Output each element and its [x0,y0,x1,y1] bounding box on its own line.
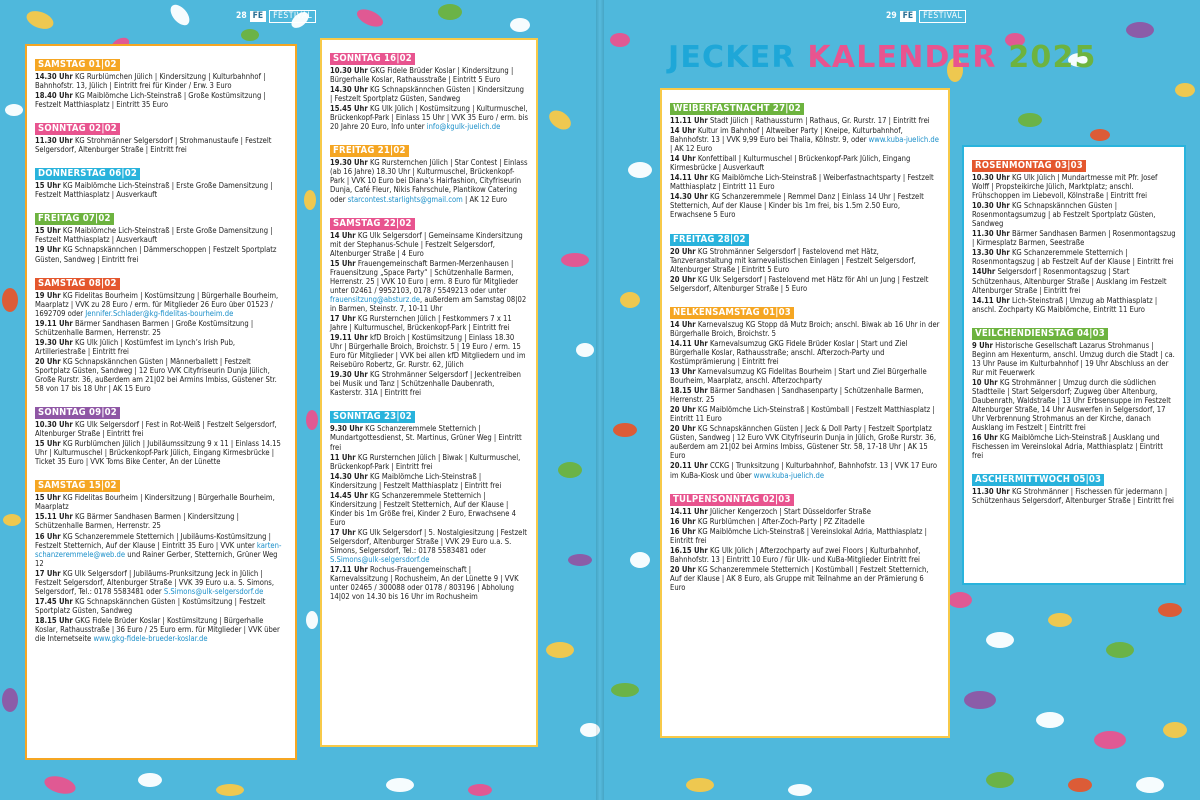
date-badge: FREITAG 28|02 [670,234,749,246]
page-gutter [596,0,604,800]
event-entry [972,173,1176,200]
date-section [972,153,1176,314]
event-text: KG Schanzeremmele Stetternich | Rosenmontagszug | ab Festzelt Auf der Klause | Eintritt frei [972,248,1174,267]
event-entry [670,517,940,526]
event-entry [330,370,528,397]
calendar-column-3 [660,88,950,738]
event-text: kfD Broich | Kostümsitzung | Einlass 18.30 Uhr | Bürgerhalle Broich, Broichstr. 5 | 19 Euro / erm. 15 Euro für Mitglieder | VVK bei allen kfD Mitgliedern und im Reisebüro Robertz, Gr. Rurstr. 62, Jülich [330,333,526,370]
event-entry [35,493,287,511]
event-text: KG Rurblümchen Jülich | Jubiläumssitzung 9 x 11 | Einlass 14.15 Uhr | Kulturmuschel | Brückenkopf-Park Jülich, Eingang Kirmesbrücke | Ticket 35 Euro | VVK Toms Bike Center, An der Lünette [35,439,281,467]
event-text: Historische Gesellschaft Lazarus Strohmanus | Beginn am Hexenturm, anschl. Umzug durch die Stadt | ca. 13 Uhr Pause im Kulturbahnhof | 19 Uhr Abschluss an der Rur mit Feuerwerk [972,340,1175,377]
date-badge: VEILCHENDIENSTAG 04|03 [972,328,1108,340]
date-badge: SAMSTAG 01|02 [35,59,120,71]
event-time: 17 Uhr [35,568,61,578]
event-time: 14.30 Uhr [330,85,368,95]
event-time: 19 Uhr [35,290,61,300]
event-text: Kultur im Bahnhof | Altweiber Party | Kneipe, Kulturbahnhof, Bahnhofstr. 13 | VVK 9,99 Euro bei Thalia, Kölnstr. 9, oder [670,126,903,145]
date-badge: SONNTAG 09|02 [35,407,120,419]
date-section [35,271,287,394]
date-section [330,46,528,131]
event-entry [972,201,1176,228]
event-text: KG Fidelitas Bourheim | Kostümsitzung | Bürgerhalle Bourheim, Maarplatz | VVK zu 28 Euro / erm. für Mitglieder 26 Euro über 01523 / 1692709 oder [35,290,279,318]
date-section [972,321,1176,461]
event-entry [670,126,940,153]
date-badge: FREITAG 07|02 [35,213,114,225]
event-text: KG Ulk Jülich | Kostümsitzung | Kulturmuschel, Brückenkopf-Park | Einlass 15 Uhr | VVK 35 Euro / erm. bis 20 Jahre 20 Euro, Info unter [330,104,529,132]
event-time: 19.30 Uhr [330,158,368,168]
event-text: KG Schanzeremmele Stetternich | Kindersitzung | Festzelt Stetternich, Auf der Klause | Kinder bis 1m Größe frei, Kinder 2 Euro, Erwachsene 4 Euro [330,490,516,527]
event-time: 14 Uhr [330,230,356,240]
event-entry [35,357,287,393]
section-tag: FESTIVAL [269,10,316,23]
section-tag: FESTIVAL [919,10,966,23]
event-text: KG Schnapskännchen Güsten | Jeck & Doll Party | Festzelt Sportplatz Güsten, Sandweg | 12 Euro VVK Cityfriseurin Dunja in Jülich, Große Rurstr. 36, außerdem am 21|02 bei Armins Imbiss, Güstener Str. 58, 17-18 Uhr | AK 15 Euro [670,424,937,461]
event-time: 11.11 Uhr [670,116,708,125]
event-text-after: | AK 12 Euro [462,194,508,204]
event-text: KG Maiblömche Lich-Steinstraß | Ausklang und Fischessen im Vereinslokal Adria, Matthiasplatz | Eintritt frei [972,433,1163,461]
date-section [35,400,287,466]
event-text: KG Ulk Jülich | Kostümfest im Lynch’s Irish Pub, Artilleriestraße | Eintritt frei [35,337,236,356]
event-text: KG Schnapskännchen Güsten | Kindersitzung | Festzelt Sportplatz Güsten, Sandweg [330,85,525,104]
title-word-1: JECKER [668,40,796,75]
date-badge: ROSENMONTAG 03|03 [972,160,1086,172]
event-time: 18.40 Uhr [35,91,73,101]
event-text: KG Schanzeremmele | Remmel Danz | Einlass 14 Uhr | Festzelt Stetternich, Auf der Klause | Kinder bis 1m frei, bis 1.5m 2.50 Euro, Erwachsene 5 Euro [670,192,924,220]
event-text: KG Rurblümchen Jülich | Kindersitzung | Kulturbahnhof | Bahnhofstr. 13, Jülich | Eintritt frei für Kinder / Erw. 3 Euro [35,72,266,91]
event-time: 10.30 Uhr [330,66,368,75]
event-time: 20.11 Uhr [670,461,708,471]
event-time: 17.11 Uhr [330,565,368,575]
event-text: KG Ulk Jülich | Mundartmesse mit Pfr. Josef Wolff | Propsteikirche Jülich, Marktplatz; anschl. Frühschoppen im Liebevoll, Kölnstraße | Eintritt frei [972,173,1158,201]
event-entry [330,472,528,490]
event-entry [330,259,528,313]
event-entry [670,386,940,404]
event-link[interactable]: Jennifer.Schlader@kg-fidelitas-bourheim.de [85,308,234,318]
date-section [670,227,940,293]
event-entry [330,158,528,203]
event-time: 11.30 Uhr [35,136,73,146]
event-text: KG Maiblömche Lich-Steinstraß | Kindersitzung | Festzelt Matthiasplatz | Eintritt frei [330,471,502,490]
event-time: 16 Uhr [670,516,696,526]
date-section [330,211,528,398]
event-entry [330,453,528,471]
event-time: 15 Uhr [330,258,356,268]
event-text: Karnevalszug KG Stopp dä Mutz Broich; anschl. Biwak ab 16 Uhr in der Bürgerhalle Broich, Broichstr. 5 [670,319,940,338]
event-text: KG Strohmänner Selgersdorf | Fastelovend met Hätz, Tanzveranstaltung mit karnevalistischen Einlagen | Festzelt Selgersdorf, Altenburger Straße | Eintritt 5 Euro [670,246,916,274]
event-entry [670,154,940,172]
event-text: KG Rursternchen Jülich | Festkommers 7 x 11 Jahre | Kulturmuschel, Brückenkopf-Park | Eintritt frei [330,313,512,333]
event-entry [972,341,1176,377]
event-text: KG Maiblömche Lich-Steinstraß | Große Kostümsitzung | Festzelt Matthiasplatz | Eintritt 35 Euro [35,91,266,110]
event-entry [670,247,940,274]
event-entry [670,405,940,423]
event-text: KG Ulk Selgersdorf | 5. Nostalgiesitzung | Festzelt Selgersdorf, Altenburger Straße | VVK 29 Euro u.a. S. Simons, Selgersdorf, Tel.: 0178 5583481 oder [330,527,527,556]
event-entry [670,507,940,516]
event-time: 16 Uhr [670,526,696,536]
date-section [330,138,528,203]
date-badge: FREITAG 21|02 [330,145,409,157]
event-entry [972,433,1176,460]
date-badge: WEIBERFASTNACHT 27|02 [670,103,804,115]
date-badge: TULPENSONNTAG 02|03 [670,494,794,506]
event-entry [670,527,940,545]
event-time: 18.15 Uhr [35,615,73,625]
date-section [330,404,528,601]
page-header-right [886,10,966,23]
event-entry [670,116,940,125]
event-time: 15 Uhr [35,493,61,503]
event-text: KG Maiblömche Lich-Steinstraß | Vereinslokal Adria, Matthiasplatz | Eintritt frei [670,526,927,545]
event-time: 11 Uhr [330,452,356,462]
event-entry [35,420,287,438]
event-time: 15 Uhr [35,226,61,236]
event-text: CCKG | Trunksitzung | Kulturbahnhof, Bahnhofstr. 13 | VVK 17 Euro im KuBa-Kiosk und über [670,461,938,480]
event-time: 19.11 Uhr [35,318,73,328]
page-number: 28 [236,11,247,21]
date-section [670,300,940,480]
event-time: 14Uhr [972,267,996,277]
event-text: KG Schnapskännchen | Dämmerschoppen | Festzelt Sportplatz Güsten, Sandweg | Eintritt frei [35,245,277,264]
event-time: 15.45 Uhr [330,104,368,114]
event-time: 16 Uhr [972,433,998,443]
event-entry [670,424,940,460]
event-time: 14.30 Uhr [330,471,368,481]
event-entry [330,565,528,601]
event-entry [35,291,287,318]
date-badge: DONNERSTAG 06|02 [35,168,140,180]
event-entry [972,296,1176,314]
event-link[interactable]: www.gkg-fidele-brueder-koslar.de [93,634,208,644]
event-text: Bärmer Sandhasen Barmen | Rosenmontagszug | Kirmesplatz Barmen, Seestraße [972,229,1176,248]
event-text-after: und Rainer Gerber, Stetternich, Grüner Weg 12 [35,549,278,568]
event-text: KG Maiblömche Lich-Steinstraß | Kostümball | Festzelt Matthiasplatz | Eintritt 11 Euro [670,405,935,424]
event-entry [35,512,287,530]
date-badge: NELKENSAMSTAG 01|03 [670,307,794,319]
calendar-column-2 [320,38,538,747]
event-link[interactable]: frauensitzung@absturz.de [330,294,421,304]
event-text: Karnevalsumzug KG Fidelitas Bourheim | Start und Ziel Bürgerhalle Bourheim, Maarplatz, anschl. Afterzochparty [670,366,927,386]
event-time: 14.11 Uhr [670,173,708,183]
calendar-column-1 [25,44,297,760]
event-link[interactable]: karten-schanzeremmele@web.de [35,540,282,559]
date-badge: ASCHERMITTWOCH 05|03 [972,474,1104,486]
event-time: 14.30 Uhr [670,192,708,202]
event-time: 19.30 Uhr [330,370,368,380]
event-text: KG Schanzeremmele Stetternich | Kostümball | Festzelt Stetternich, Auf der Klause | AK 8 Euro, als Gruppe mit Teilnahme an der Prämierung 6 Euro [670,564,929,592]
event-text: Jülicher Kengerzoch | Start Düsseldorfer Straße [707,506,871,516]
event-time: 9 Uhr [972,340,993,350]
date-section [670,487,940,592]
date-section [35,52,287,109]
event-link[interactable]: S.Simons@ulk-selgersdorf.de [330,555,430,565]
event-time: 9.30 Uhr [330,424,364,434]
event-time: 10.30 Uhr [972,173,1010,182]
event-entry [35,181,287,199]
event-time: 16.15 Uhr [670,545,708,555]
event-entry [972,248,1176,266]
event-text-after: | AK 12 Euro [670,144,713,154]
event-text: KG Strohmänner Selgersdorf | Jeckentreiben bei Musik und Tanz | Schützenhalle Daubenrath, Kasterstr. 31A | Eintritt frei [330,370,521,398]
event-entry [670,367,940,385]
event-time: 15 Uhr [35,181,61,191]
event-time: 19.30 Uhr [35,337,73,347]
event-time: 15 Uhr [35,439,61,449]
event-text: KG Schnapskännchen Güsten | Kostümsitzung | Festzelt Sportplatz Güsten, Sandweg [35,596,266,615]
event-entry [35,226,287,244]
event-time: 18.15 Uhr [670,386,708,396]
event-entry [35,72,287,90]
event-entry [35,338,287,356]
page-header-left [236,10,316,23]
event-entry [35,136,287,154]
date-badge: SONNTAG 16|02 [330,53,415,65]
event-entry [35,597,287,615]
magazine-tag: FE [900,11,916,22]
event-entry [972,229,1176,247]
event-time: 10.30 Uhr [972,201,1010,211]
event-text: KG Schanzeremmele Stetternich | Jubiläums-Kostümsitzung | Festzelt Stetternich, Auf der Klause | Eintritt 35 Euro | VVK unter [35,531,271,550]
event-time: 13.30 Uhr [972,248,1010,258]
event-text: Selgersdorf | Rosenmontagszug | Start Schützenhaus, Altenburger Straße | Ausklang im Festzelt Altenburger Straße | Eintritt frei [972,267,1167,295]
event-time: 20 Uhr [670,424,696,434]
event-time: 20 Uhr [670,246,696,256]
date-section [670,96,940,220]
event-entry [972,378,1176,432]
event-entry [670,461,940,479]
event-text: Konfettiball | Kulturmuschel | Brückenkopf-Park Jülich, Eingang Kirmesbrücke | Ausverkauft [670,154,911,173]
event-entry [330,104,528,131]
event-text: KG Schnapskännchen Güsten | Männerballett | Festzelt Sportplatz Güsten, Sandweg | 12 Euro VVK Cityfriseurin Dunja Jülich, Große Rurstr. 36, außerdem am 21|02 bei Armins Imbiss, Güstener Str. 58 von 17 bis 18 Uhr | AK 15 Euro [35,356,277,394]
event-text: KG Rursternchen Jülich | Star Contest | Einlass (ab 16 Jahre) 18.30 Uhr | Kulturmuschel, Brückenkopf-Park | VVK 10 Euro bei Diana’s Hairfashion, Cityfriseurin Dunja, Café Fleur, Nikis Fahrschule, Plantikow Catering oder [330,158,528,204]
event-entry [670,275,940,293]
date-badge: SAMSTAG 08|02 [35,278,120,290]
event-entry [330,491,528,527]
event-text: KG Rursternchen Jülich | Biwak | Kulturmuschel, Brückenkopf-Park | Eintritt frei [330,452,521,471]
event-time: 11.30 Uhr [972,487,1010,497]
event-text-after: , außerdem am Samstag 08|02 in Barmen, Steinstr. 7, 10-11 Uhr [330,294,527,313]
date-badge: SONNTAG 23|02 [330,411,415,423]
event-entry [35,245,287,263]
event-time: 20 Uhr [35,356,61,366]
event-text: KG Ulk Selgersdorf | Jubiläums-Prunksitzung Jeck in Jülich | Festzelt Selgersdorf, Altenburger Straße | VVK 39 Euro u.a. S. Simons, Selgersdorf, Tel.: 0178 5583481 oder [35,568,275,596]
event-text: KG Maiblömche Lich-Steinstraß | Erste Große Damensitzung | Festzelt Matthiasplatz | Ausverkauft [35,181,273,200]
event-link[interactable]: S.Simons@ulk-selgersdorf.de [163,586,264,596]
event-time: 20 Uhr [670,405,696,415]
event-time: 11.30 Uhr [972,229,1010,239]
event-time: 14 Uhr [670,126,696,136]
event-entry [35,91,287,109]
event-entry [330,333,528,369]
event-time: 14.11 Uhr [972,295,1010,305]
event-entry [35,439,287,466]
event-text: KG Schnapskännchen Güsten | Rosenmontagsumzug | ab Festzelt Sportplatz Güsten, Sandweg [972,201,1156,229]
date-section [35,206,287,263]
date-section [35,473,287,643]
event-link[interactable]: www.kuba-juelich.de [868,135,939,145]
event-time: 10.30 Uhr [35,420,73,430]
event-text: KG Schanzeremmele Stetternich | Mundartgottesdienst, St. Martinus, Grüner Weg | Eintritt frei [330,424,522,452]
event-time: 20 Uhr [670,564,696,574]
event-text: KG Strohmänner Selgersdorf | Strohmanustaufe | Festzelt Selgersdorf, Altenburger Straße | Eintritt frei [35,136,272,155]
event-time: 17 Uhr [330,527,356,537]
event-entry [330,85,528,103]
event-text: KG Ulk Selgersdorf | Fest in Rot-Weiß | Festzelt Selgersdorf, Altenburger Straße | Eintritt frei [35,420,277,439]
event-text: KG Ulk Selgersdorf | Gemeinsame Kindersitzung mit der Stephanus-Schule | Festzelt Selgersdorf, Altenburger Straße | 4 Euro [330,230,523,258]
event-time: 14.45 Uhr [330,490,368,500]
date-section [972,467,1176,505]
event-time: 16 Uhr [35,531,61,541]
event-entry [670,192,940,219]
event-text: Stadt Jülich | Rathaussturm | Rathaus, Gr. Rurstr. 17 | Eintritt frei [707,116,930,125]
event-entry [330,231,528,258]
event-time: 19.11 Uhr [330,333,368,343]
event-time: 14 Uhr [670,319,696,329]
event-entry [670,339,940,366]
event-entry [670,173,940,191]
title-word-2: KALENDER [807,40,997,75]
event-entry [330,424,528,451]
event-text: KG Bärmer Sandhasen Barmen | Kindersitzung | Schützenhalle Barmen, Herrenstr. 25 [35,512,239,531]
event-entry [35,569,287,596]
event-entry [670,320,940,338]
event-text: GKG Fidele Brüder Koslar | Kindersitzung | Bürgerhalle Koslar, Rathausstraße | Eintritt 5 Euro [330,66,514,85]
event-text: Karnevalsumzug GKG Fidele Brüder Koslar | Start und Ziel Bürgerhalle Koslar, Rathausstraße; anschl. Afterzoch-Party und Kostümprämierung | Eintritt frei [670,338,908,366]
event-entry [670,565,940,592]
event-text: KG Ulk Selgersdorf | Fastelovend met Hätz för Ahl un Jung | Festzelt Selgersdorf, Altenburger Straße | 5 Euro [670,274,929,293]
event-entry [972,487,1176,505]
event-time: 14.30 Uhr [35,72,73,81]
event-time: 10 Uhr [972,377,998,387]
event-time: 14.11 Uhr [670,506,708,516]
event-time: 17.45 Uhr [35,596,73,606]
event-link[interactable]: www.kuba-juelich.de [753,470,825,480]
page-title [668,40,1097,76]
date-badge: SAMSTAG 15|02 [35,480,120,492]
event-entry [35,616,287,643]
date-section [35,116,287,154]
title-word-3: 2025 [1008,40,1097,75]
event-time: 14 Uhr [670,154,696,164]
event-time: 13 Uhr [670,366,696,376]
page-number: 29 [886,11,897,21]
event-text: KG Fidelitas Bourheim | Kindersitzung | Bürgerhalle Bourheim, Maarplatz [35,493,275,512]
date-badge: SAMSTAG 22|02 [330,218,415,230]
event-time: 15.11 Uhr [35,512,73,522]
event-entry [35,319,287,337]
event-text: KG Strohmänner | Fischessen für jedermann | Schützenhaus Selgersdorf, Altenburger Straße | Eintritt frei [972,487,1174,506]
date-section [35,161,287,199]
event-text: Bärmer Sandhasen | Sandhasenparty | Schützenhalle Barmen, Herrenstr. 25 [670,386,924,405]
event-entry [670,546,940,564]
event-entry [330,66,528,84]
event-time: 19 Uhr [35,245,61,255]
event-time: 17 Uhr [330,313,356,323]
event-entry [330,314,528,332]
event-time: 14.11 Uhr [670,338,708,348]
date-badge: SONNTAG 02|02 [35,123,120,135]
event-text: Rochus-Frauengemeinschaft | Karnevalssitzung | Rochusheim, An der Lünette 9 | VVK unter 02465 / 300088 oder 0178 / 803196 | Abholung 14|02 von 14.30 bis 16 Uhr im Rochusheim [330,565,519,602]
magazine-tag: FE [250,11,266,22]
event-entry [35,532,287,568]
event-text: KG Maiblömche Lich-Steinstraß | Weiberfastnachtsparty | Festzelt Matthiasplatz | Eintritt 11 Euro [670,173,934,192]
event-entry [972,267,1176,294]
event-text: KG Rurblümchen | After-Zoch-Party | PZ Zitadelle [695,516,865,526]
event-text: KG Maiblömche Lich-Steinstraß | Erste Große Damensitzung | Festzelt Matthiasplatz | Ausverkauft [35,226,273,245]
event-link[interactable]: info@kgulk-juelich.de [426,122,501,132]
event-text: Frauengemeinschaft Barmen-Merzenhausen | Frauensitzung „Space Party“ | Schützenhalle Barmen, Herrenstr. 25 | VVK 10 Euro | erm. 8 Euro für Mitglieder unter 02461 / 9952103, 0178 / 5549213 oder unter [330,258,519,295]
calendar-column-4 [962,145,1186,585]
event-text: Bärmer Sandhasen Barmen | Große Kostümsitzung | Schützenhalle Barmen, Herrenstr. 25 [35,318,254,337]
event-link[interactable]: starcontest.starlights@gmail.com [347,194,463,204]
event-entry [330,528,528,564]
event-time: 20 Uhr [670,274,696,284]
event-text: KG Ulk Jülich | Afterzochparty auf zwei Floors | Kulturbahnhof, Bahnhofstr. 13 | Eintritt 10 Euro / für Ulk- und KuBa-Mitglieder Eintritt frei [670,545,921,564]
event-text: Lich-Steinstraß | Umzug ab Matthiasplatz | anschl. Zochparty KG Maiblömche, Eintritt 11 Euro [972,295,1158,314]
event-text: KG Strohmänner | Umzug durch die südlichen Stadtteile | Start Selgersdorf; Zugweg über Altenburg, Daubenrath, Waldstraße | 13 Uhr Erbsensuppe im Festzelt Altenburger Straße, 14 Uhr Auswerfen in Selgersdorf, 17 Uhr Verbrennung Strohmanus an der Kirche, danach Ausklang im Festzelt | Eintritt frei [972,377,1171,433]
event-text: GKG Fidele Brüder Koslar | Kostümsitzung | Bürgerhalle Koslar, Rathausstraße | 36 Euro / 25 Euro erm. für Mitglieder | VVK über die Internetseite [35,615,280,644]
